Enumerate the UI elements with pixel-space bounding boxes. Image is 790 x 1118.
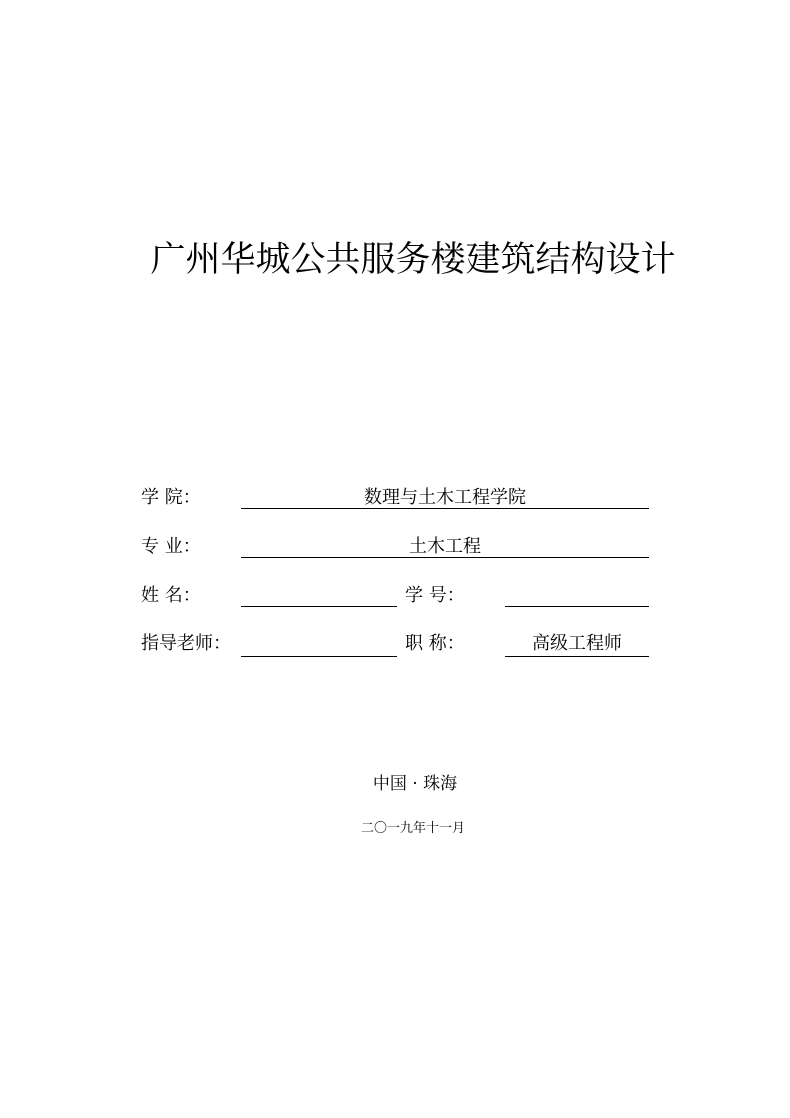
professional-title-label: 职 称： — [405, 633, 465, 654]
professional-title-value: 高级工程师 — [532, 633, 622, 654]
professional-title-underline — [505, 656, 649, 657]
name-underline — [241, 606, 397, 607]
college-value: 数理与土木工程学院 — [364, 487, 526, 508]
college-label: 学 院： — [141, 487, 201, 508]
place-text: 中国 · 珠海 — [372, 774, 458, 794]
student-id-underline — [505, 606, 649, 607]
major-value: 土木工程 — [409, 536, 481, 557]
advisor-underline — [241, 656, 397, 657]
advisor-label: 指导老师： — [141, 633, 231, 654]
major-underline — [241, 557, 649, 558]
student-id-label: 学 号： — [405, 585, 465, 606]
major-label: 专 业： — [141, 536, 201, 557]
thesis-title: 广州华城公共服务楼建筑结构设计 — [150, 240, 676, 280]
college-underline — [241, 508, 649, 509]
date-text: 二〇一九年十一月 — [360, 821, 465, 836]
name-label: 姓 名： — [141, 585, 201, 606]
